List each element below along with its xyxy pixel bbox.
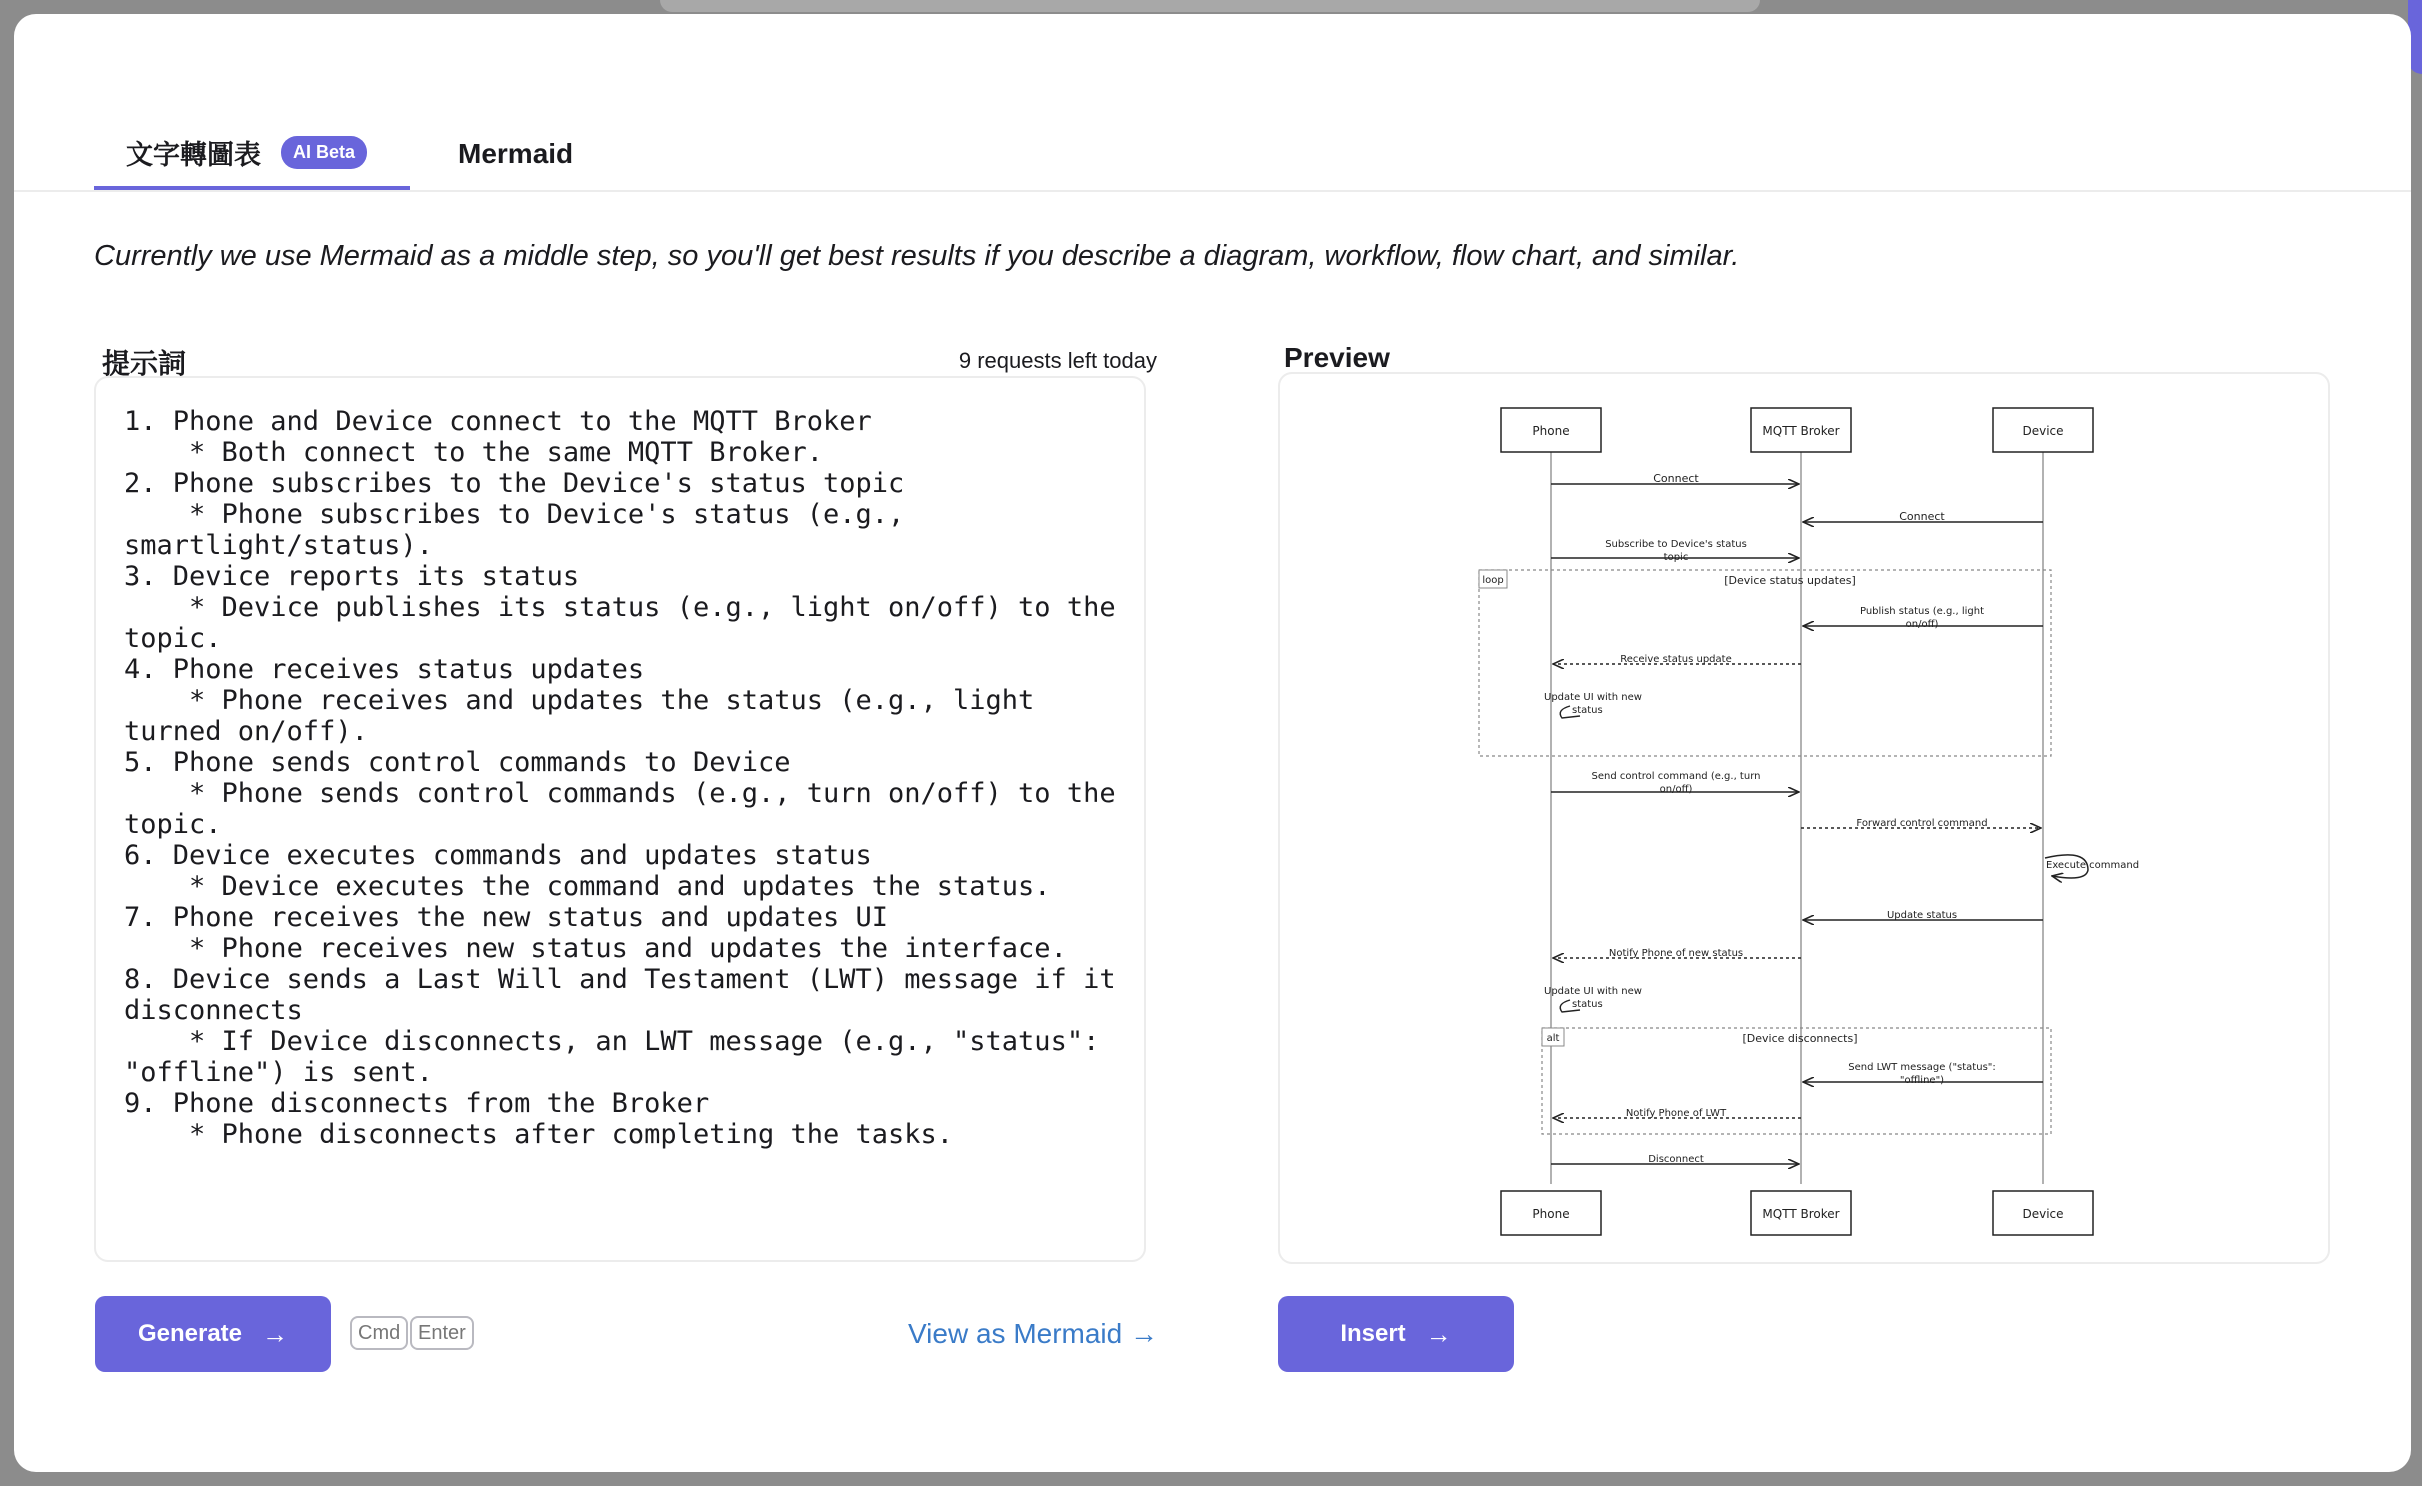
ai-beta-badge: AI Beta [281, 136, 367, 169]
msg-connect-device-label: Connect [1899, 510, 1945, 523]
msg-update-ui-2-label-1: Update UI with new [1544, 986, 1642, 997]
alt-tag: alt [1546, 1033, 1560, 1044]
msg-subscribe-label-2: topic [1663, 552, 1689, 563]
intro-text: Currently we use Mermaid as a middle step, so you'll get best results if you describe a diagram, workflow, flow chart, and similar. [94, 240, 1740, 272]
view-as-mermaid-link[interactable]: View as Mermaid → [908, 1318, 1159, 1349]
background-toolbar [660, 0, 1760, 12]
msg-disconnect-label: Disconnect [1648, 1154, 1704, 1165]
msg-update-status-label: Update status [1886, 910, 1958, 921]
participant-device-top-label: Device [2022, 424, 2064, 438]
msg-notify-status-label: Notify Phone of new status [1608, 948, 1744, 959]
msg-publish-status-label-2: on/off) [1905, 619, 1939, 630]
participant-phone-top-label: Phone [1532, 424, 1570, 438]
sequence-diagram [1280, 374, 2328, 1262]
msg-notify-lwt-label: Notify Phone of LWT [1625, 1108, 1727, 1119]
msg-update-ui-label-1: Update UI with new [1544, 692, 1642, 703]
participant-device-bottom-label: Device [2022, 1207, 2064, 1221]
cmd-key-hint: Cmd [350, 1316, 408, 1350]
loop-tag: loop [1482, 575, 1504, 586]
prompt-textarea[interactable] [94, 376, 1146, 1262]
generate-button[interactable] [95, 1296, 331, 1372]
generate-button-label: Generate [137, 1320, 243, 1347]
loop-label: [Device status updates] [1724, 574, 1856, 587]
msg-publish-status-label-1: Publish status (e.g., light [1859, 606, 1985, 617]
msg-connect-phone-label: Connect [1653, 472, 1699, 485]
preview-label: Preview [1284, 342, 1390, 373]
msg-send-lwt-label-2: "offline") [1899, 1075, 1945, 1086]
insert-button[interactable] [1278, 1296, 1514, 1372]
tab-mermaid-label: Mermaid [458, 138, 574, 169]
arrow-right-icon: → [262, 1318, 289, 1349]
enter-key-hint: Enter [410, 1316, 474, 1350]
loop-frame [1479, 570, 2051, 756]
msg-forward-control-label: Forward control command [1856, 818, 1988, 829]
participant-broker-bottom-label: MQTT Broker [1762, 1207, 1840, 1221]
msg-update-ui-2-label-2: status [1572, 999, 1603, 1010]
participant-phone-bottom-label: Phone [1532, 1207, 1570, 1221]
msg-send-control-label-2: on/off) [1659, 784, 1693, 795]
insert-button-label: Insert [1340, 1320, 1406, 1347]
tab-text-to-diagram-label: 文字轉圖表 [126, 139, 261, 171]
arrow-right-icon: → [1425, 1318, 1452, 1349]
msg-subscribe-label-1: Subscribe to Device's status [1605, 539, 1747, 550]
msg-receive-status-label: Receive status update [1620, 654, 1732, 665]
msg-update-ui-label-2: status [1572, 705, 1603, 716]
text-to-diagram-dialog [14, 14, 2411, 1472]
participant-broker-top-label: MQTT Broker [1762, 424, 1840, 438]
prompt-label: 提示詞 [102, 347, 187, 380]
msg-execute-label: Execute command [2046, 860, 2140, 871]
alt-label: [Device disconnects] [1742, 1032, 1858, 1045]
tab-mermaid[interactable] [426, 118, 605, 190]
tab-text-to-diagram[interactable] [94, 118, 410, 190]
prompt-text: 1. Phone and Device connect to the MQTT Broker * Both connect to the same MQTT Broker. 2. Phone subscribes to the Device's status topic * Phone subscribes to Device's status (e.g., smartlight/status). 3. Device reports its status * Device publishes its status (e.g., light on/off) to the topic. 4. Phone receives status updates * Phone receives and updates the status (e.g., light turned on/off). 5. Phone sends control commands to Device * Phone sends control commands (e.g., turn on/off) to the topic. 6. Device executes commands and updates status * Device executes the command and updates the status. 7. Phone receives the new status and updates UI * Phone receives new status and updates the interface. 8. Device sends a Last Will and Testament (LWT) message if it disconnects * If Device disconnects, an LWT message (e.g., "status": "offline") is sent. 9. Phone disconnects from the Broker * Phone disconnects after completing the tasks. [124, 406, 1116, 1150]
requests-left-counter: 9 requests left today [958, 348, 1157, 373]
msg-send-lwt-label-1: Send LWT message ("status": [1848, 1062, 1996, 1073]
tab-bar [14, 14, 2411, 192]
msg-send-control-label-1: Send control command (e.g., turn [1591, 771, 1761, 782]
preview-panel [1278, 372, 2330, 1264]
